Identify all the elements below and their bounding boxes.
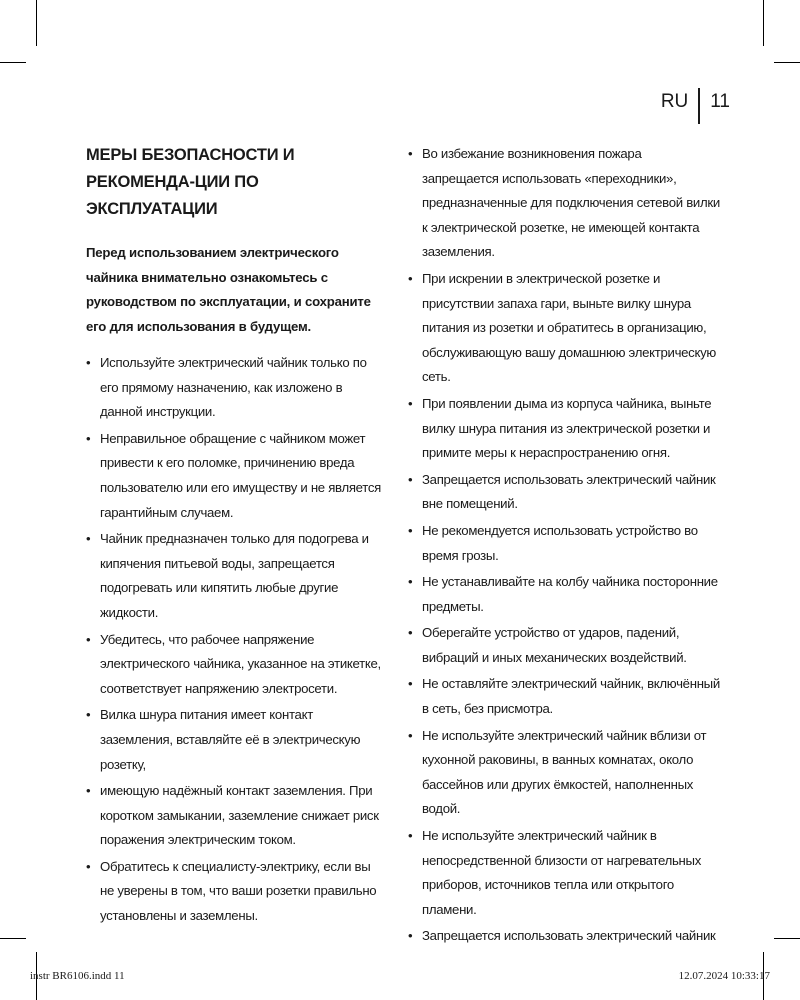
bullet-icon: • bbox=[408, 146, 413, 161]
bullet-icon: • bbox=[408, 395, 413, 411]
list-item-text: При искрении в электрической розетке и присутствии запаха гари, выньте вилку шнура питания из розетки и обратитесь в организацию, обслуживающую вашу домашнюю электрическую сеть. bbox=[422, 270, 716, 385]
list-item-text: Чайник предназначен только для подогрева и кипячения питьевой воды, запрещается подогревать или кипятить любые другие жидкости. bbox=[100, 531, 369, 620]
list-item bbox=[408, 392, 720, 466]
list-item bbox=[86, 628, 382, 702]
list-item-text: Во избежание возникновения пожара запрещается использовать «переходники», предназначенные для подключения сетевой вилки к электрической розетке, не имеющей контакта заземления. bbox=[422, 146, 720, 260]
bullet-icon: • bbox=[408, 727, 413, 743]
list-item-text: Не оставляйте электрический чайник, включённый в сеть, без присмотра. bbox=[422, 676, 720, 717]
left-column bbox=[86, 142, 382, 931]
list-item bbox=[408, 142, 720, 265]
bullet-icon: • bbox=[408, 270, 413, 286]
page-header bbox=[661, 88, 730, 124]
crop-mark-bottom-right-h bbox=[774, 938, 800, 939]
list-item-text: Обратитесь к специалисту-электрику, если вы не уверены в том, что ваши розетки правильно установлены и заземлены. bbox=[100, 858, 377, 924]
language-label: RU bbox=[660, 91, 689, 112]
footer-timestamp: 12.07.2024 10:33:17 bbox=[678, 970, 770, 982]
bullet-icon: • bbox=[408, 928, 413, 944]
list-item bbox=[408, 519, 720, 568]
list-item-text: Неправильное обращение с чайником может привести к его поломке, причинению вреда пользователю или его имуществу и не является гарантийным случаем. bbox=[100, 430, 381, 520]
bullet-icon: • bbox=[86, 631, 91, 647]
list-item bbox=[408, 672, 720, 721]
bullet-icon: • bbox=[408, 574, 413, 590]
list-item-text: Не используйте электрический чайник в непосредственной близости от нагревательных приборов, источников тепла или открытого пламени. bbox=[422, 828, 701, 917]
crop-mark-top-left bbox=[36, 0, 37, 46]
crop-mark-top-left-h bbox=[0, 62, 26, 63]
list-item bbox=[86, 703, 382, 777]
list-item-text: Не используйте электрический чайник вблизи от кухонной раковины, в ванных комнатах, около бассейнов или других ёмкостей, наполненных водой. bbox=[422, 727, 707, 817]
list-item bbox=[408, 724, 720, 822]
list-item bbox=[408, 824, 720, 922]
list-item bbox=[408, 267, 720, 390]
bullet-icon: • bbox=[86, 858, 91, 874]
list-item-text: Запрещается использовать электрический чайник bbox=[422, 928, 716, 944]
bullet-icon: • bbox=[408, 828, 413, 844]
bullet-icon: • bbox=[408, 471, 413, 487]
list-item-text: имеющую надёжный контакт заземления. При коротком замыкании, заземление снижает риск поражения электрическим током. bbox=[100, 783, 379, 848]
list-item bbox=[86, 779, 382, 853]
crop-mark-bottom-left-h bbox=[0, 938, 26, 939]
right-bullet-list bbox=[408, 142, 720, 949]
bullet-icon: • bbox=[86, 355, 91, 370]
right-column bbox=[408, 142, 720, 951]
list-item-text: Убедитесь, что рабочее напряжение электрического чайника, указанное на этикетке, соответствует напряжению электросети. bbox=[100, 631, 381, 696]
bullet-icon: • bbox=[408, 676, 413, 692]
list-item-text: Запрещается использовать электрический чайник вне помещений. bbox=[422, 471, 716, 512]
list-item bbox=[408, 468, 720, 517]
list-item-text: При появлении дыма из корпуса чайника, выньте вилку шнура питания из электрической розетки и примите меры к нераспространению огня. bbox=[422, 395, 712, 461]
intro-paragraph: Перед использованием электрического чайника внимательно ознакомьтесь с руководством по эксплуатации, и сохраните его для использования в будущем. bbox=[86, 245, 371, 334]
bullet-icon: • bbox=[86, 531, 91, 547]
crop-mark-top-right bbox=[763, 0, 764, 46]
footer-file-info: instr BR6106.indd 11 bbox=[30, 970, 125, 982]
list-item bbox=[86, 351, 382, 425]
page-number: 11 bbox=[710, 91, 730, 112]
list-item-text: Используйте электрический чайник только по его прямому назначению, как изложено в данной инструкции. bbox=[100, 355, 367, 420]
list-item bbox=[408, 570, 720, 619]
list-item bbox=[86, 527, 382, 625]
left-bullet-list bbox=[86, 351, 382, 929]
list-item-text: Вилка шнура питания имеет контакт заземления, вставляйте её в электрическую розетку, bbox=[100, 707, 361, 772]
list-item bbox=[408, 621, 720, 670]
section-title: МЕРЫ БЕЗОПАСНОСТИ И РЕКОМЕНДА-ЦИИ ПО ЭКСПЛУАТАЦИИ bbox=[86, 146, 295, 218]
list-item bbox=[408, 924, 720, 949]
list-item-text: Оберегайте устройство от ударов, падений, вибраций и иных механических воздействий. bbox=[422, 625, 687, 665]
bullet-icon: • bbox=[408, 625, 413, 641]
crop-mark-top-right-h bbox=[774, 62, 800, 63]
list-item bbox=[86, 855, 382, 929]
bullet-icon: • bbox=[86, 707, 91, 723]
bullet-icon: • bbox=[408, 522, 413, 538]
bullet-icon: • bbox=[86, 783, 91, 799]
list-item-text: Не рекомендуется использовать устройство во время грозы. bbox=[422, 522, 698, 563]
list-item bbox=[86, 427, 382, 525]
bullet-icon: • bbox=[86, 430, 91, 446]
list-item-text: Не устанавливайте на колбу чайника посторонние предметы. bbox=[422, 574, 718, 614]
